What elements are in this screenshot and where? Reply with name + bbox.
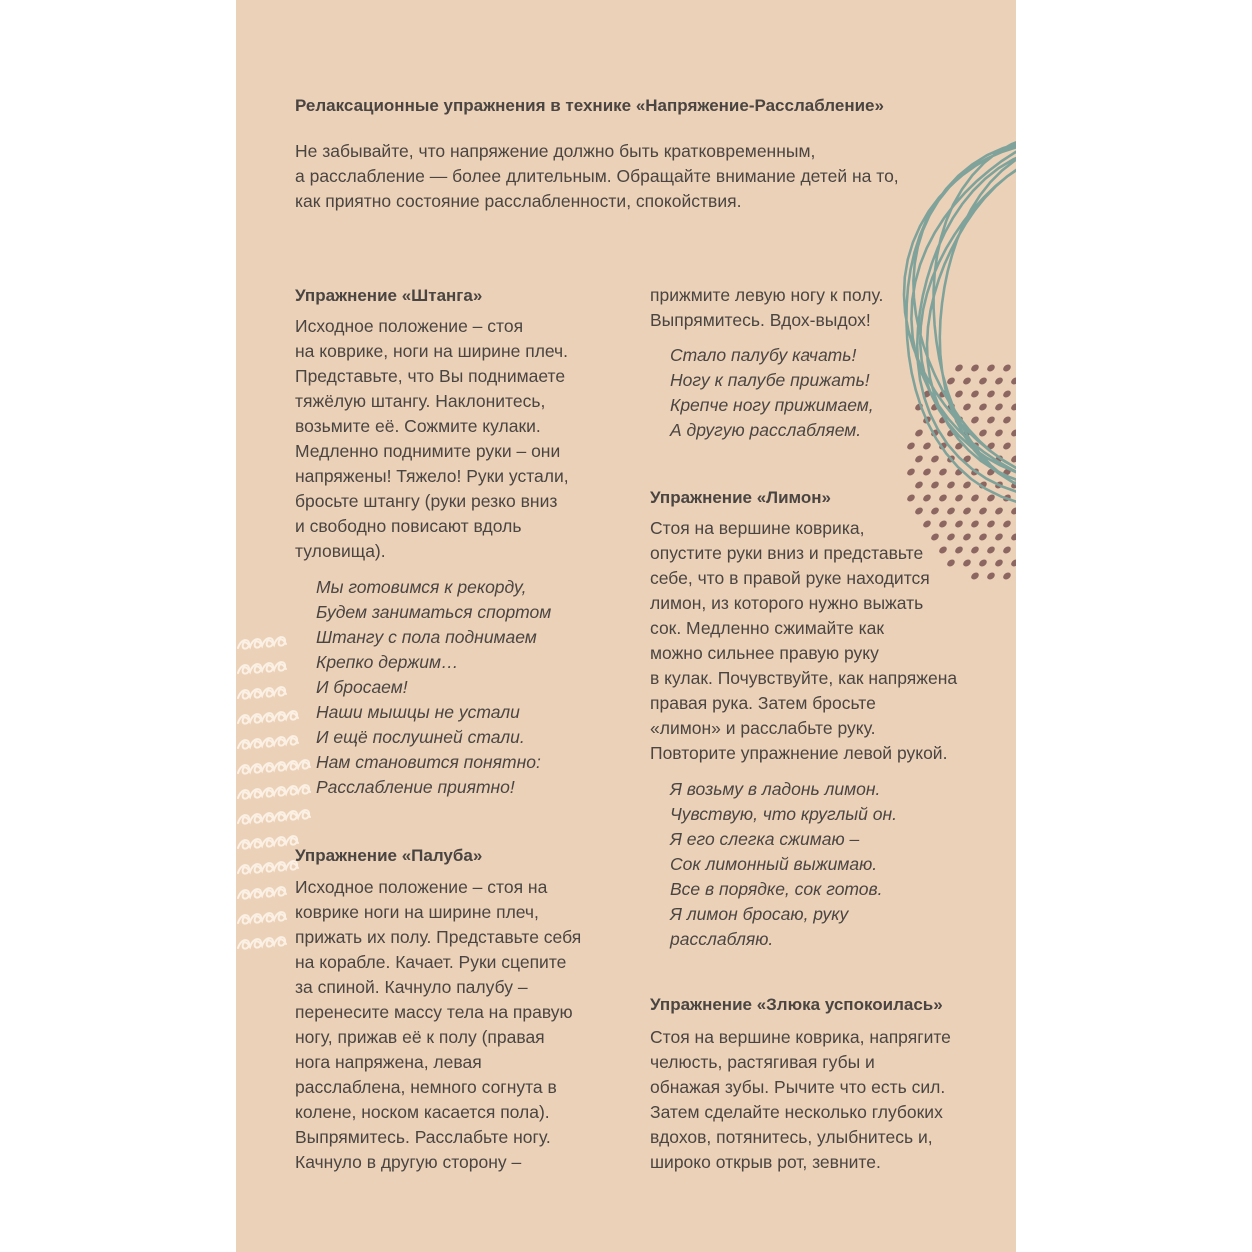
- limon-poem: Я возьму в ладонь лимон. Чувствую, что круглый он. Я его слегка сжимаю – Сок лимонный выжимаю. Все в порядке, сок готов. Я лимон бросаю, руку расслабляю.: [670, 779, 897, 949]
- document-title: Релаксационные упражнения в технике «Напряжение-Расслабление»: [295, 96, 884, 115]
- heading-limon: Упражнение «Лимон»: [650, 488, 831, 507]
- loop-row: [238, 637, 286, 649]
- loop-row: [238, 687, 286, 699]
- shtanga-description: Исходное положение – стоя на коврике, ноги на ширине плеч. Представьте, что Вы поднимаете тяжёлую штангу. Наклонитесь, возьмите её. Сожмите кулаки. Медленно поднимите руки – они напряжены! Тяжело! Руки устали, бросьте штангу (руки резко вниз и свободно повисают вдоль туловища).: [295, 316, 569, 561]
- heading-paluba: Упражнение «Палуба»: [295, 846, 483, 865]
- loop-row: [238, 736, 298, 749]
- shtanga-poem: Мы готовимся к рекорду, Будем заниматься спортом Штангу с пола поднимаем Крепко держим… И бросаем! Наши мышцы не устали И ещё послушней стали. Нам становится понятно: Расслабление приятно!: [316, 577, 552, 797]
- loop-row: [238, 937, 286, 949]
- loop-row: [238, 711, 298, 724]
- intro-paragraph: Не забывайте, что напряжение должно быть кратковременным, а расслабление — более длительным. Обращайте внимание детей на то, как приятно состояние расслабленности, спокойствия.: [295, 141, 899, 211]
- loop-row: [238, 760, 310, 774]
- paluba-description: Исходное положение – стоя на коврике ноги на ширине плеч, прижать их полу. Представьте себя на корабле. Качает. Руки сцепите за спиной. Качнуло палубу – перенесите массу тела на правую ногу, прижав её к полу (правая нога напряжена, левая расслаблена, немного согнута в колене, носком касается пола). Выпрямитесь. Расслабьте ногу. Качнуло в другую сторону –: [295, 877, 582, 1172]
- paluba-poem: Стало палубу качать! Ногу к палубе прижать! Крепче ногу прижимаем, А другую расслабляем.: [670, 345, 874, 440]
- loop-row: [238, 785, 310, 799]
- loop-row: [238, 861, 298, 874]
- heading-shtanga: Упражнение «Штанга»: [295, 286, 483, 305]
- loop-row: [238, 836, 298, 849]
- loop-row: [238, 912, 286, 924]
- zlyuka-description: Стоя на вершине коврика, напрягите челюсть, растягивая губы и обнажая зубы. Рычите что есть сил. Затем сделайте несколько глубоких вдохов, потянитесь, улыбнитесь и, широко открыв рот, зевните.: [650, 1027, 951, 1172]
- loop-row: [238, 810, 310, 824]
- heading-zlyuka: Упражнение «Злюка успокоилась»: [650, 995, 943, 1014]
- limon-description: Стоя на вершине коврика, опустите руки вниз и представьте себе, что в правой руке находится лимон, из которого нужно выжать сок. Медленно сжимайте как можно сильнее правую руку в кулак. Почувствуйте, как напряжена правая рука. Затем бросьте «лимон» и расслабьте руку. Повторите упражнение левой рукой.: [650, 518, 958, 763]
- paluba-description-continued: прижмите левую ногу к полу. Выпрямитесь. Вдох-выдох!: [650, 285, 884, 330]
- document-page: [236, 0, 1016, 1252]
- loop-row: [238, 887, 286, 899]
- loop-row: [238, 662, 286, 674]
